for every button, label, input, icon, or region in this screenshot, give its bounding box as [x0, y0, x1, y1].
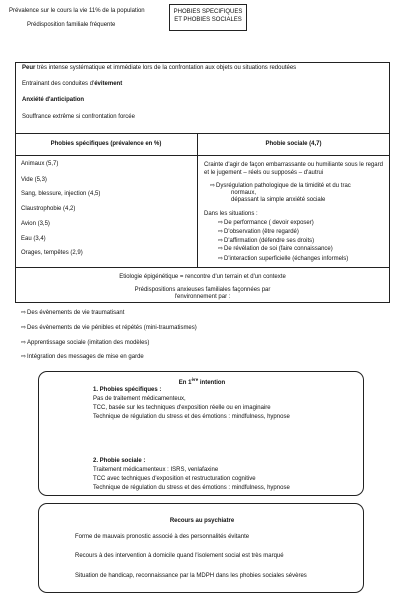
specific-item: Vide (5,3) — [21, 177, 47, 183]
specific-item: Orages, tempêtes (2,9) — [21, 250, 83, 256]
fear-rest: très intense systématique et immédiate lors de la confrontation aux objets ou situations redoutées — [35, 65, 297, 71]
situation-item: ⇨ De performance ( devoir exposer) — [218, 220, 314, 228]
social-column-header: Phobie sociale (4,7) — [265, 141, 322, 147]
situation-item: ⇨ De révélation de soi (faire connaissance) — [218, 246, 333, 254]
specific-column-header: Phobies spécifiques (prévalence en %) — [50, 141, 162, 147]
dysregulation-text: Dysrégulation pathologique de la timidité et du trac — [216, 183, 351, 189]
title-box — [169, 4, 247, 31]
specific-item: Claustrophobie (4,2) — [21, 206, 76, 212]
etiology-line-2: Prédispositions anxieuses familiales façonnées par — [134, 287, 271, 293]
specific-item: Animaux (5,7) — [21, 161, 59, 167]
specific-item: Sang, blessure, injection (4,5) — [21, 191, 101, 197]
avoidance-bold: évitement — [94, 81, 123, 87]
specific-item: Eau (3,4) — [21, 236, 46, 242]
social-intro: Crainte d'agir de façon embarrassante ou humiliante sous le regard et le jugement – réels ou supposés – d'autrui — [204, 162, 383, 176]
avoidance-pre: Entrainant des conduites d' — [22, 81, 95, 87]
etiology-item: ⇨ Apprentissage sociale (imitation des modèles) — [21, 340, 149, 348]
prevalence-line: Prévalence sur le cours la vie 11% de la population — [9, 8, 145, 14]
etiology-line-1: Etiologie épigénétique = rencontre d'un terrain et d'un contexte — [119, 274, 286, 280]
etiology-line-3: l'environnement par : — [174, 294, 231, 300]
first-intention-title: En 1ère intention — [178, 377, 226, 386]
title-line-1: PHOBIES SPECIFIQUES — [173, 9, 243, 15]
psychiatrist-title: Recours au psychiatre — [169, 518, 235, 524]
dysregulation-line-3: dépassant la simple anxiété sociale — [231, 197, 326, 203]
family-predisposition-line: Prédisposition familiale fréquente — [27, 22, 116, 28]
first-intention-box — [38, 371, 364, 496]
anticipation-line — [22, 97, 84, 105]
social-treatment-title: 2. Phobie sociale : — [93, 458, 146, 464]
treatment-line: Technique de régulation du stress et des émotions : mindfulness, hypnose — [93, 414, 290, 420]
psychiatrist-line: Forme de mauvais pronostic associé à des personnalités évitante — [75, 534, 250, 540]
specific-item: Avion (3,5) — [21, 221, 50, 227]
situation-item: ⇨ D'interaction superficielle (échanges informels) — [218, 256, 348, 264]
fear-line — [22, 65, 382, 73]
divider-header — [15, 155, 390, 156]
treatment-line: Technique de régulation du stress et des émotions : mindfulness, hypnose — [93, 485, 290, 491]
specific-treatment-title: 1. Phobies spécifiques : — [93, 387, 162, 393]
dysregulation-line-2: normaux, — [231, 190, 257, 196]
psychiatrist-box — [38, 503, 364, 593]
treatment-line: Traitement médicamenteux : ISRS, venlafaxine — [93, 467, 219, 473]
etiology-item: ⇨ Intégration des messages de mise en garde — [21, 354, 144, 362]
etiology-item: ⇨ Des évènements de vie pénibles et répétés (mini-traumatismes) — [21, 325, 197, 333]
situations-label: Dans les situations : — [204, 211, 258, 217]
suffering-line: Souffrance extrême si confrontation forcée — [22, 114, 135, 120]
treatment-line: Pas de traitement médicamenteux, — [93, 396, 186, 402]
situation-item: ⇨ D'observation (être regardé) — [218, 229, 299, 237]
divider-column — [197, 133, 198, 267]
fear-bold: Peur — [22, 65, 36, 71]
psychiatrist-line: Recours à des intervention à domicile quand l'isolement social est très marqué — [75, 553, 284, 559]
divider-bottom — [15, 267, 390, 268]
treatment-line: TCC avec techniques d'exposition et restructuration cognitive — [93, 476, 256, 482]
treatment-line: TCC, basée sur les techniques d'exposition réelle ou en imaginaire — [93, 405, 271, 411]
anticipation-bold: Anxiété d'anticipation — [22, 97, 85, 103]
title-line-2: ET PHOBIES SOCIALES — [174, 16, 242, 23]
situation-item: ⇨ D'affirmation (défendre ses droits) — [218, 238, 314, 246]
divider-top — [15, 133, 390, 134]
psychiatrist-line: Situation de handicap, reconnaissance par la MDPH dans les phobies sociales sévères — [75, 573, 307, 579]
etiology-item: ⇨ Des évènements de vie traumatisant — [21, 310, 124, 318]
avoidance-line — [22, 81, 122, 89]
